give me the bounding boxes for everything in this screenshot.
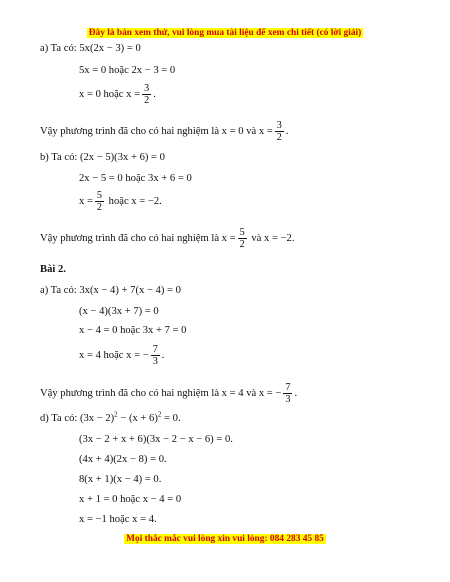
d2-line-1: [40, 412, 181, 425]
a1-conclusion-text: Vậy phương trình đã cho có hai nghiệm là x = 0 và x =: [40, 125, 273, 137]
a1-conclusion: [40, 120, 289, 143]
a2-line-4-text: x = 4 hoặc x = −: [79, 349, 149, 361]
a2-conclusion: [40, 382, 297, 405]
a2-conclusion-end: .: [294, 387, 298, 399]
a1-line-2: 5x = 0 hoặc 2x − 3 = 0: [79, 65, 176, 76]
b1-conclusion-fraction: [238, 227, 247, 250]
b1-line-1: b) Ta có: (2x − 5)(3x + 6) = 0: [40, 152, 165, 163]
b1-conclusion-num: 5: [239, 227, 245, 238]
a2-fraction-den: 3: [152, 356, 158, 367]
d2-line-3: (4x + 4)(2x − 8) = 0.: [79, 454, 167, 465]
a1-fraction-den: 2: [144, 95, 150, 106]
a2-conclusion-fraction: [283, 382, 292, 405]
d2-line-1-c: − (x + 6): [117, 413, 158, 424]
header-banner-text: Đây là bản xem thử, vui lòng mua tài liệu để xem chi tiết (có lời giải): [88, 28, 362, 38]
d2-line-1-e: = 0.: [161, 413, 181, 424]
b1-fraction-den: 2: [96, 202, 103, 213]
b1-fraction-num: 5: [96, 190, 103, 201]
a1-conclusion-den: 2: [276, 132, 282, 143]
b1-conclusion: [40, 227, 295, 250]
d2-line-6: x = −1 hoặc x = 4.: [79, 514, 157, 525]
d2-line-4: 8(x + 1)(x − 4) = 0.: [79, 474, 162, 485]
d2-line-1-a: d) Ta có: (3x − 2): [40, 413, 115, 424]
b1-line-3-end: hoặc x = −2.: [106, 195, 162, 207]
b1-conclusion-end: và x = −2.: [248, 232, 295, 244]
b1-conclusion-den: 2: [239, 239, 245, 250]
footer-banner-text: Mọi thắc mắc vui lòng xin vui lòng: 084 283 45 85: [126, 534, 324, 544]
d2-line-5: x + 1 = 0 hoặc x − 4 = 0: [79, 494, 182, 505]
b1-fraction: [95, 190, 104, 213]
a1-line-3-text: x = 0 hoặc x =: [79, 88, 141, 100]
b1-line-3: [79, 190, 162, 213]
d2-exponent-1: 2: [114, 410, 118, 419]
a1-conclusion-num: 3: [276, 120, 282, 131]
a2-line-4-end: .: [161, 349, 165, 361]
a2-line-2: (x − 4)(3x + 7) = 0: [79, 306, 159, 317]
d2-line-2: (3x − 2 + x + 6)(3x − 2 − x − 6) = 0.: [79, 434, 233, 445]
section-title: Bài 2.: [40, 264, 66, 275]
b1-line-3-text: x =: [79, 195, 93, 207]
a1-conclusion-end: .: [285, 125, 289, 137]
a2-fraction: [151, 344, 160, 367]
a2-line-3: x − 4 = 0 hoặc 3x + 7 = 0: [79, 325, 187, 336]
a2-line-4: [79, 344, 164, 367]
b1-conclusion-text: Vậy phương trình đã cho có hai nghiệm là x =: [40, 232, 236, 244]
a1-line-1: a) Ta có: 5x(2x − 3) = 0: [40, 43, 141, 54]
a1-conclusion-fraction: [275, 120, 284, 143]
a2-conclusion-den: 3: [285, 394, 291, 405]
a2-conclusion-num: 7: [285, 382, 291, 393]
b1-line-2: 2x − 5 = 0 hoặc 3x + 6 = 0: [79, 173, 192, 184]
a1-line-3-end: .: [153, 88, 156, 100]
header-banner: [0, 27, 450, 39]
a1-fraction: [142, 83, 151, 106]
a2-conclusion-text: Vậy phương trình đã cho có hai nghiệm là x = 4 và x = −: [40, 387, 282, 399]
footer-banner: [0, 533, 450, 545]
a1-line-3: [79, 83, 156, 106]
a2-fraction-num: 7: [152, 344, 158, 355]
d2-exponent-2: 2: [157, 410, 162, 419]
a2-line-1: a) Ta có: 3x(x − 4) + 7(x − 4) = 0: [40, 285, 181, 296]
a1-fraction-num: 3: [144, 83, 150, 94]
